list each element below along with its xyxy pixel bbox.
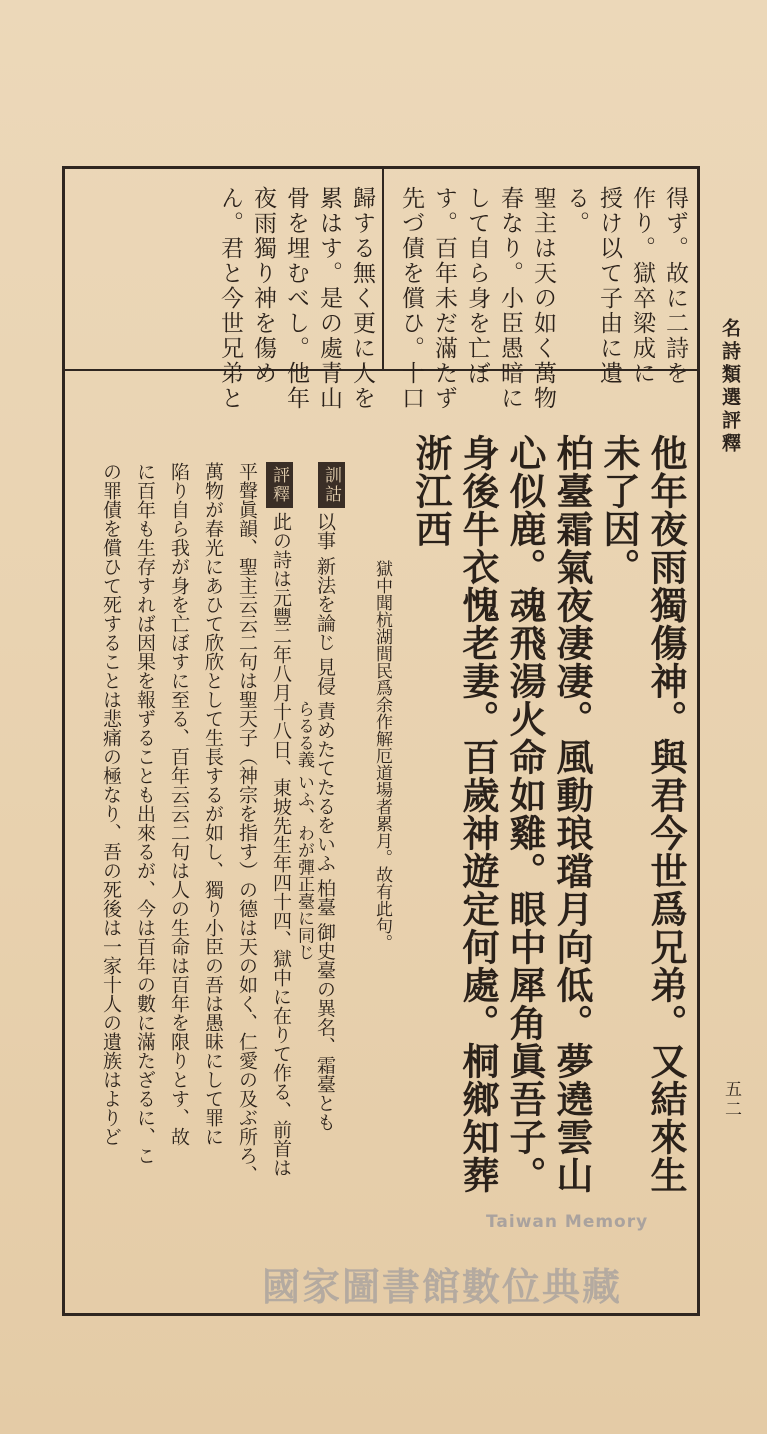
translation-line: る。 [563, 186, 589, 236]
poem-line: 未了因。 [597, 434, 641, 586]
watermark-text: 國家圖書館數位典藏 [262, 1265, 623, 1309]
translation-line: 骨を埋むべし。他年 [283, 186, 309, 411]
translation-line: 聖主は天の如く萬物 [530, 186, 556, 411]
translation-line: 作り。獄卒梁成に [629, 186, 655, 386]
running-title: 名詩類選評釋 [719, 318, 741, 456]
vocab-label: 訓詁 [318, 462, 345, 508]
commentary-line: に百年も生存すれば因果を報ずることも出來るが、今は百年の數に滿たざるに、こ [134, 462, 156, 1165]
poem-note: 獄中聞杭湖間民爲余作解厄道場者累月。故有此句。 [372, 560, 392, 951]
frame-divider-vertical [382, 166, 384, 370]
translation-line: 先づ債を償ひ。十口 [398, 186, 424, 411]
translation-line: 夜雨獨り神を傷め [250, 186, 276, 386]
poem-line: 他年夜雨獨傷神。與君今世爲兄弟。又結來生 [644, 434, 688, 1194]
translation-line: 累はす。是の處青山 [316, 186, 342, 411]
poem-line: 身後牛衣愧老妻。百歲神遊定何處。桐鄉知葬 [456, 434, 500, 1194]
translation-line: 授け以て子由に遺 [596, 186, 622, 386]
commentary-line: 陷り自ら我が身を亡ぼすに至る、百年云云二句は人の生命は百年を限りとす、故 [168, 462, 190, 1146]
commentary-line: 平聲眞韻、聖主云云二句は聖天子（神宗を指す）の德は天の如く、仁愛の及ぶ所ろ、 [236, 462, 258, 1184]
poem-line: 浙江西 [409, 434, 453, 548]
translation-line: す。百年未だ滿たず [431, 186, 457, 411]
translation-line: 歸する無く更に人を [349, 186, 375, 411]
vocab-section [318, 462, 345, 508]
commentary-label: 評釋 [266, 462, 293, 508]
translation-line: ん。君と今世兄弟と [217, 186, 243, 411]
commentary-line: 萬物が春光にあひて欣欣として生長するが如し、獨り小臣の吾は愚昧にして罪に [202, 462, 224, 1146]
commentary-line: の罪債を償ひて死することは悲痛の極なり、吾の死後は一家十人の遺族はよりど [100, 462, 122, 1146]
watermark-subtitle: Taiwan Memory [486, 1212, 649, 1232]
poem-line: 柏臺霜氣夜凄凄。風動琅璫月向低。夢遶雲山 [550, 434, 594, 1194]
vocab-line: らるる義 いふ、わが彈正臺に同じ [294, 700, 314, 961]
commentary-section [266, 462, 293, 508]
page-number: 五二 [721, 1080, 741, 1120]
translation-line: 春なり。小臣愚暗に [497, 186, 523, 411]
translation-line: して自ら身を亡ぼ [464, 186, 490, 386]
translation-line: 得ず。故に二詩を [662, 186, 688, 386]
commentary-line: 此の詩は元豐二年八月十八日、東坡先生年四十四、獄中に在りて作る、前首は [270, 512, 292, 1177]
poem-line: 心似鹿。魂飛湯火命如雞。眼中犀角眞吾子。 [503, 434, 547, 1194]
vocab-line: 以事 新法を論じ 見侵 責めたてたるをいふ 柏臺 御史臺の異名、霜臺とも [314, 512, 336, 1132]
